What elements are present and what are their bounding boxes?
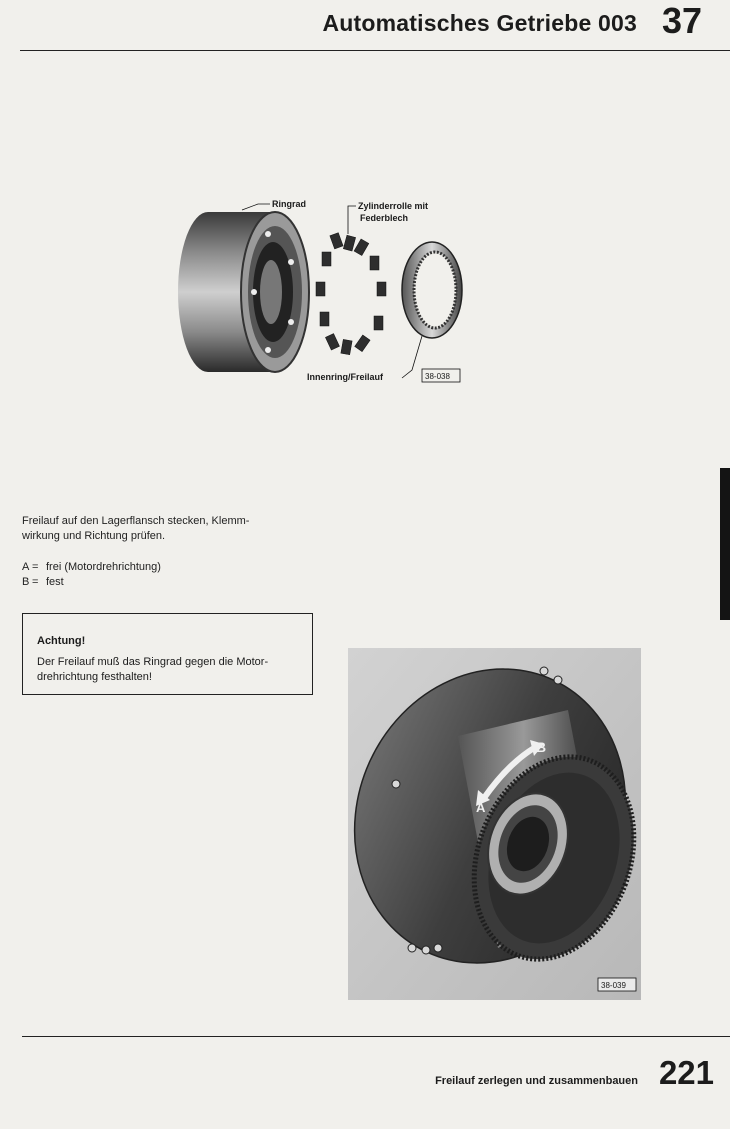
roller-set: [316, 233, 386, 355]
figure-ref-top: 38-038: [425, 372, 450, 381]
figure-ref-bottom: 38-039: [601, 981, 626, 990]
footer-rule: [22, 1036, 730, 1037]
instruction-line-2: wirkung und Richtung prüfen.: [22, 530, 166, 542]
legend-key-a: A: [22, 561, 30, 573]
instruction-paragraph: [22, 514, 292, 544]
legend-key-b: B: [22, 576, 30, 588]
arrow-label-a: A: [476, 800, 486, 815]
label-roller-line2: Federblech: [360, 213, 409, 223]
footer-title: Freilauf zerlegen und zusammenbauen: [435, 1075, 638, 1087]
warning-line-1: Der Freilauf muß das Ringrad gegen die Motor-: [37, 656, 269, 668]
figure-freewheel-photo: [348, 648, 641, 1000]
legend-eq-a: =: [32, 561, 39, 573]
chapter-edge-tab: [720, 468, 730, 620]
warning-text: [37, 655, 309, 685]
section-number: 37: [661, 0, 702, 41]
legend-text-b: fest: [46, 576, 64, 588]
legend-eq-b: =: [32, 576, 39, 588]
legend-item-b: [22, 575, 64, 590]
label-inner-ring: Innenring/Freilauf: [307, 372, 384, 382]
warning-box: [22, 613, 313, 695]
arrow-label-b: B: [536, 739, 547, 755]
inner-ring-part: [402, 242, 462, 338]
legend-item-a: [22, 560, 161, 575]
warning-line-2: drehrichtung festhalten!: [37, 671, 152, 683]
header-rule: [20, 50, 730, 51]
page-number: 221: [658, 1054, 714, 1091]
label-ring-gear: Ringrad: [272, 199, 307, 209]
ring-gear-part: [178, 212, 309, 372]
instruction-line-1: Freilauf auf den Lagerflansch stecken, Klemm-: [22, 515, 250, 527]
label-roller-line1: Zylinderrolle mit: [358, 201, 429, 211]
legend-text-a: frei (Motordrehrichtung): [46, 561, 161, 573]
page-title: Automatisches Getriebe 003: [322, 10, 637, 36]
figure-exploded-freewheel: [170, 190, 470, 390]
warning-title: Achtung!: [37, 635, 86, 647]
